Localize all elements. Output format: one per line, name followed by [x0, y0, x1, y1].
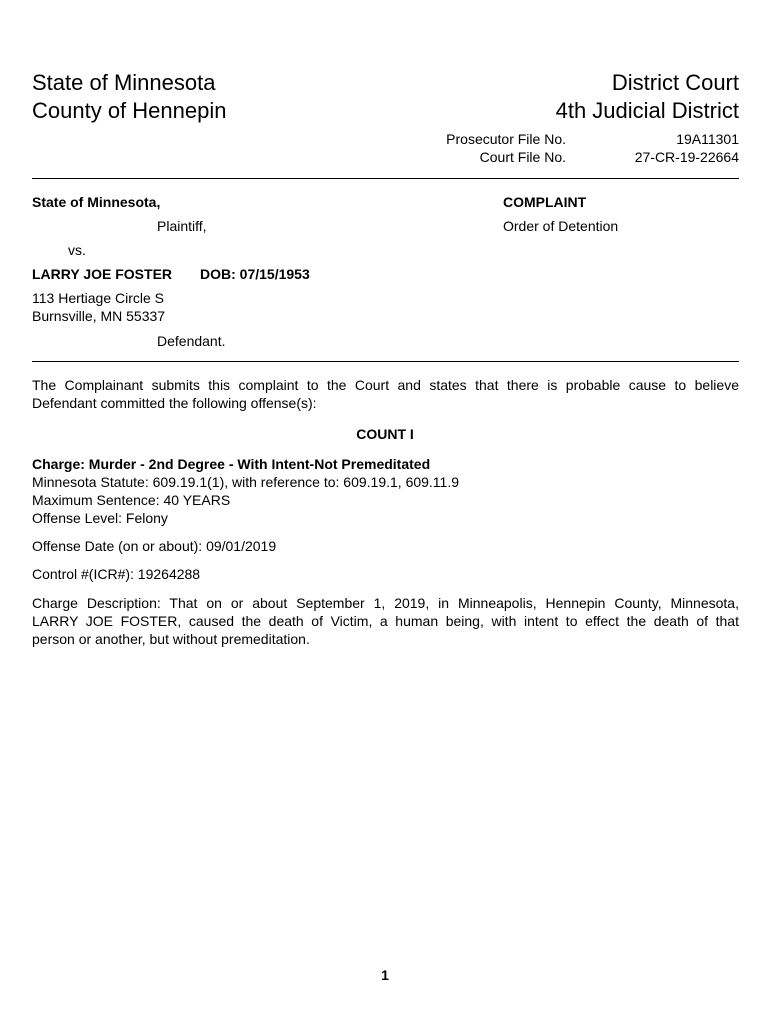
- description-line: LARRY JOE FOSTER, caused the death of Victim, a human being, with intent to effect the death of that: [32, 613, 739, 629]
- caption-divider: [32, 361, 739, 362]
- court-file-value: 27-CR-19-22664: [634, 149, 739, 165]
- description-line: person or another, but without premeditation.: [32, 631, 310, 647]
- court-heading: District Court: [611, 70, 739, 95]
- charge-title: Charge: Murder - 2nd Degree - With Intent-Not Premeditated: [32, 456, 431, 472]
- top-divider: [32, 178, 739, 179]
- defendant-role: Defendant.: [157, 333, 226, 349]
- defendant-name: LARRY JOE FOSTER: [32, 266, 173, 282]
- intro-line: The Complainant submits this complaint to the Court and states that there is probable cause to believe: [32, 377, 739, 393]
- defendant-address-line2: Burnsville, MN 55337: [32, 308, 166, 324]
- offense-date-line: Offense Date (on or about): 09/01/2019: [32, 538, 277, 554]
- max-sentence-line: Maximum Sentence: 40 YEARS: [32, 492, 231, 508]
- document-subtype: Order of Detention: [503, 218, 619, 234]
- defendant-dob: DOB: 07/15/1953: [200, 266, 310, 282]
- district-heading: 4th Judicial District: [555, 98, 739, 123]
- prosecutor-file-value: 19A11301: [676, 131, 739, 147]
- control-number-line: Control #(ICR#): 19264288: [32, 566, 201, 582]
- county-heading: County of Hennepin: [32, 98, 227, 123]
- plaintiff-name: State of Minnesota,: [32, 194, 161, 210]
- document-type: COMPLAINT: [503, 194, 587, 210]
- plaintiff-role: Plaintiff,: [157, 218, 207, 234]
- versus-label: vs.: [68, 242, 86, 258]
- intro-line: Defendant committed the following offense(s):: [32, 395, 317, 411]
- court-file-label: Court File No.: [479, 149, 566, 165]
- state-heading: State of Minnesota: [32, 70, 216, 95]
- offense-level-line: Offense Level: Felony: [32, 510, 168, 526]
- intro-paragraph: [32, 376, 739, 412]
- page-number: 1: [381, 967, 389, 983]
- charge-description: [32, 594, 739, 648]
- statute-line: Minnesota Statute: 609.19.1(1), with reference to: 609.19.1, 609.11.9: [32, 474, 460, 490]
- prosecutor-file-label: Prosecutor File No.: [446, 131, 566, 147]
- description-line: Charge Description: That on or about September 1, 2019, in Minneapolis, Hennepin County, Minnesota,: [32, 595, 739, 611]
- count-heading: COUNT I: [356, 426, 414, 442]
- defendant-address-line1: 113 Hertiage Circle S: [32, 290, 165, 306]
